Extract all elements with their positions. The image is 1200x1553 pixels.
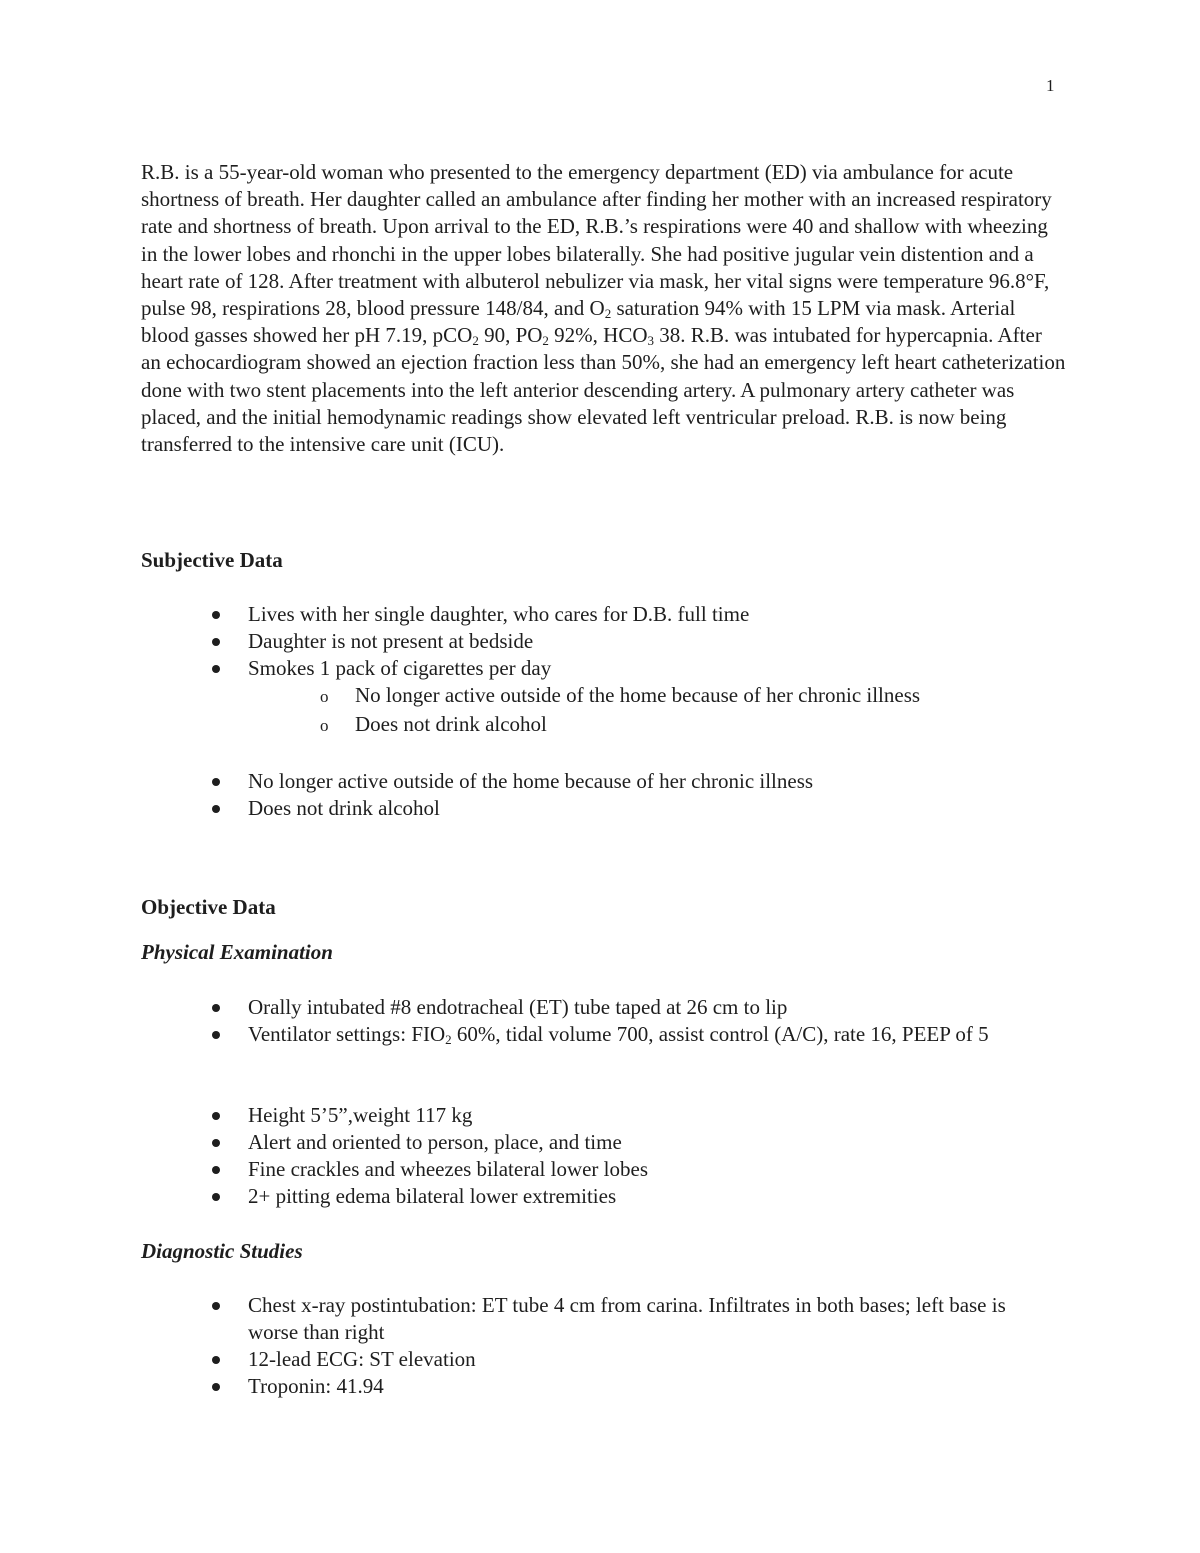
bullet-icon (212, 1004, 220, 1012)
bullet-icon (212, 778, 220, 786)
bullet-icon (212, 1139, 220, 1147)
bullet-icon (212, 805, 220, 813)
subscript: 2 (604, 306, 612, 322)
diagnostic-studies-heading: Diagnostic Studies (141, 1239, 303, 1263)
list-item: Lives with her single daughter, who cares for D.B. full time (248, 601, 1048, 628)
bullet-icon (212, 1383, 220, 1391)
list-item: Height 5’5”,weight 117 kg (248, 1102, 1048, 1129)
bullet-icon (212, 665, 220, 673)
physical-examination-heading: Physical Examination (141, 940, 333, 964)
list-item: Smokes 1 pack of cigarettes per day (248, 655, 1048, 682)
bullet-icon (212, 1302, 220, 1310)
bullet-icon (212, 1356, 220, 1364)
page-number: 1 (1046, 76, 1055, 95)
list-item: Ventilator settings: $FIO_2$ 60%, tidal volume 700, assist control (A/C), rate 16, PEEP of 5 (248, 1021, 1048, 1048)
bullet-icon (212, 611, 220, 619)
list-item: No longer active outside of the home because of her chronic illness (248, 768, 1048, 795)
objective-data-heading: Objective Data (141, 895, 276, 919)
narrative-part: 38. R.B. was intubated for hypercapnia. After an echocardiogram showed an ejection fraction less than 50%, she had an emergency left heart catheterization done with two stent placements into the left anterior descending artery. A pulmonary artery catheter was placed, and the initial hemodynamic readings show elevated left ventricular preload. R.B. is now being transferred to the intensive care unit (ICU). (141, 323, 1066, 457)
bullet-icon (212, 1031, 220, 1039)
narrative-part: R.B. is a 55-year-old woman who presented to the emergency department (ED) via ambulance for acute shortness of breath. Her daughter called an ambulance after finding her mother with an increased respiratory rate and shortness of breath. Upon arrival to the ED, R.B.’s respirations were 40 and shallow with wheezing in the lower lobes and rhonchi in the upper lobes bilaterally. She had positive jugular vein distention and a heart rate of 128. After treatment with albuterol nebulizer via mask, her vital signs were temperature 96.8°F, pulse 98, respirations 28, blood pressure 148/84, and O (141, 160, 1052, 321)
list-item: Chest x-ray postintubation: ET tube 4 cm from carina. Infiltrates in both bases; left base is worse than right (248, 1292, 1048, 1346)
list-item: Does not drink alcohol (248, 795, 1048, 822)
subscript: 3 (647, 333, 655, 349)
list-item: Troponin: 41.94 (248, 1373, 1048, 1400)
subscript: 2 (542, 333, 549, 349)
sub-list-item: o Does not drink alcohol (355, 711, 1155, 738)
subjective-data-heading: Subjective Data (141, 548, 283, 572)
list-item: Orally intubated #8 endotracheal (ET) tube taped at 26 cm to lip (248, 994, 1048, 1021)
bullet-icon (212, 638, 220, 646)
hollow-bullet-icon: o (320, 687, 329, 706)
hollow-bullet-icon: o (320, 716, 329, 735)
list-item: Daughter is not present at bedside (248, 628, 1048, 655)
list-item: 2+ pitting edema bilateral lower extremities (248, 1183, 1048, 1210)
subscript: 2 (472, 333, 479, 349)
list-item: Fine crackles and wheezes bilateral lower lobes (248, 1156, 1048, 1183)
narrative-part: saturation 94% with 15 LPM via mask. Arterial blood gasses showed her pH 7.19, pCO (141, 296, 1016, 348)
case-narrative (141, 159, 1066, 458)
sub-list-item: o No longer active outside of the home because of her chronic illness (355, 682, 1155, 709)
narrative-part: 90, PO (478, 323, 543, 348)
narrative-part: 92%, HCO (548, 323, 648, 348)
subscript: 2 (445, 1032, 452, 1047)
bullet-icon (212, 1166, 220, 1174)
list-item: 12-lead ECG: ST elevation (248, 1346, 1048, 1373)
bullet-icon (212, 1112, 220, 1120)
list-item: Alert and oriented to person, place, and time (248, 1129, 1048, 1156)
bullet-icon (212, 1193, 220, 1201)
